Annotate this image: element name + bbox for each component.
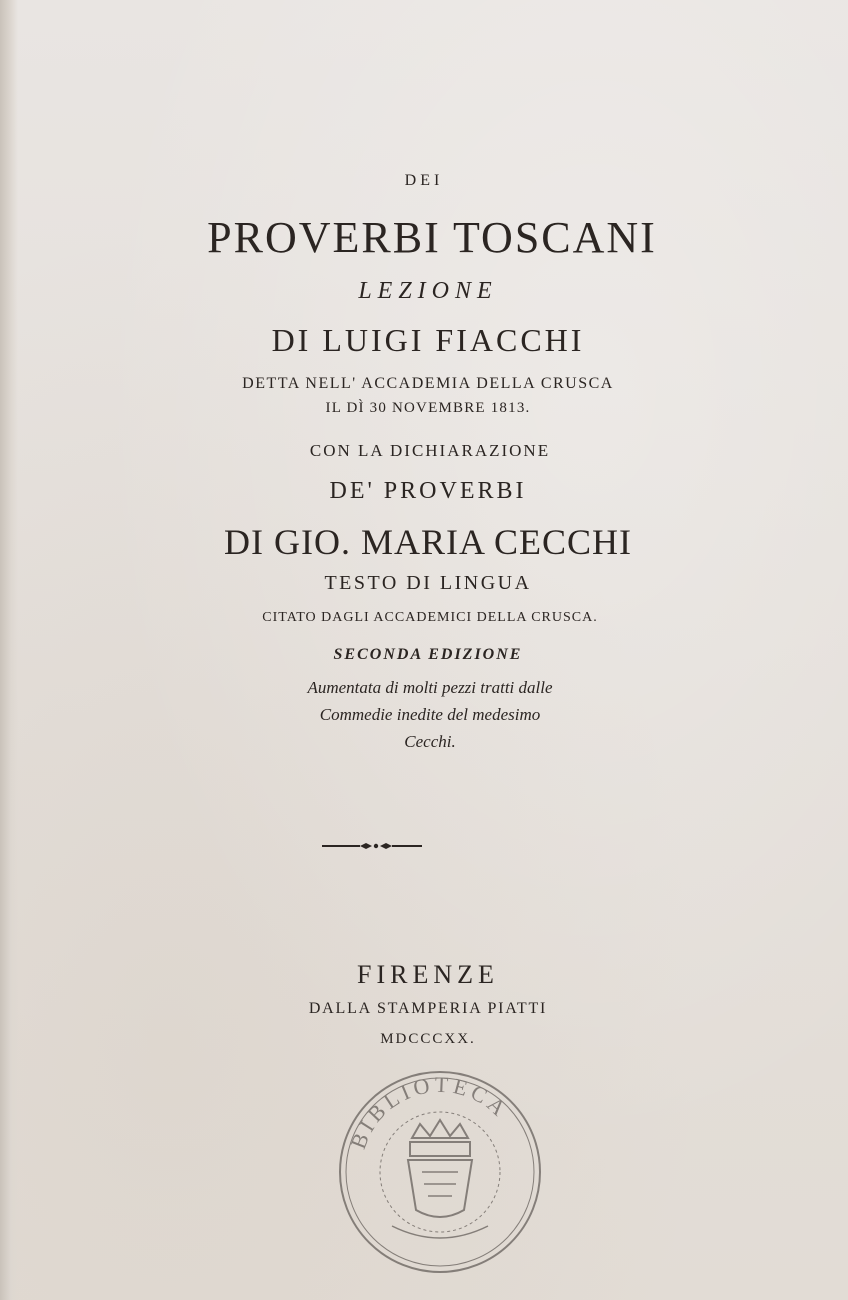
cecchi-line: DI GIO. MARIA CECCHI xyxy=(223,522,632,562)
ornament-rule-icon xyxy=(320,838,424,854)
svg-text:BIBLIOTECA: BIBLIOTECA xyxy=(345,1071,514,1153)
lecture-date-line: IL DÌ 30 NOVEMBRE 1813. xyxy=(325,400,531,416)
testo-di-lingua-line: TESTO DI LINGUA xyxy=(324,572,532,594)
aumentata-line-2: Commedie inedite del medesimo xyxy=(319,705,541,724)
aumentata-line-3: Cecchi. xyxy=(404,732,456,751)
aumentata-line-1: Aumentata di molti pezzi tratti dalle xyxy=(307,678,553,697)
imprint-year: MDCCCXX. xyxy=(380,1031,476,1047)
book-title: PROVERBI TOSCANI xyxy=(207,213,657,262)
imprint-printer: DALLA STAMPERIA PIATTI xyxy=(308,1000,548,1017)
title-line-lezione: LEZIONE xyxy=(358,278,498,304)
academy-line: DETTA NELL' ACCADEMIA DELLA CRUSCA xyxy=(242,375,614,392)
imprint-city: FIRENZE xyxy=(357,960,499,989)
dichiarazione-line: CON LA DICHIARAZIONE xyxy=(309,441,551,460)
edition-line: SECONDA EDIZIONE xyxy=(333,646,523,663)
deproverbi-line: DE' PROVERBI xyxy=(329,478,527,504)
citato-line: CITATO DAGLI ACCADEMICI DELLA CRUSCA. xyxy=(262,610,598,625)
author-line: DI LUIGI FIACCHI xyxy=(271,322,585,358)
library-stamp-icon xyxy=(332,1060,548,1280)
title-line-dei: DEI xyxy=(404,172,444,189)
